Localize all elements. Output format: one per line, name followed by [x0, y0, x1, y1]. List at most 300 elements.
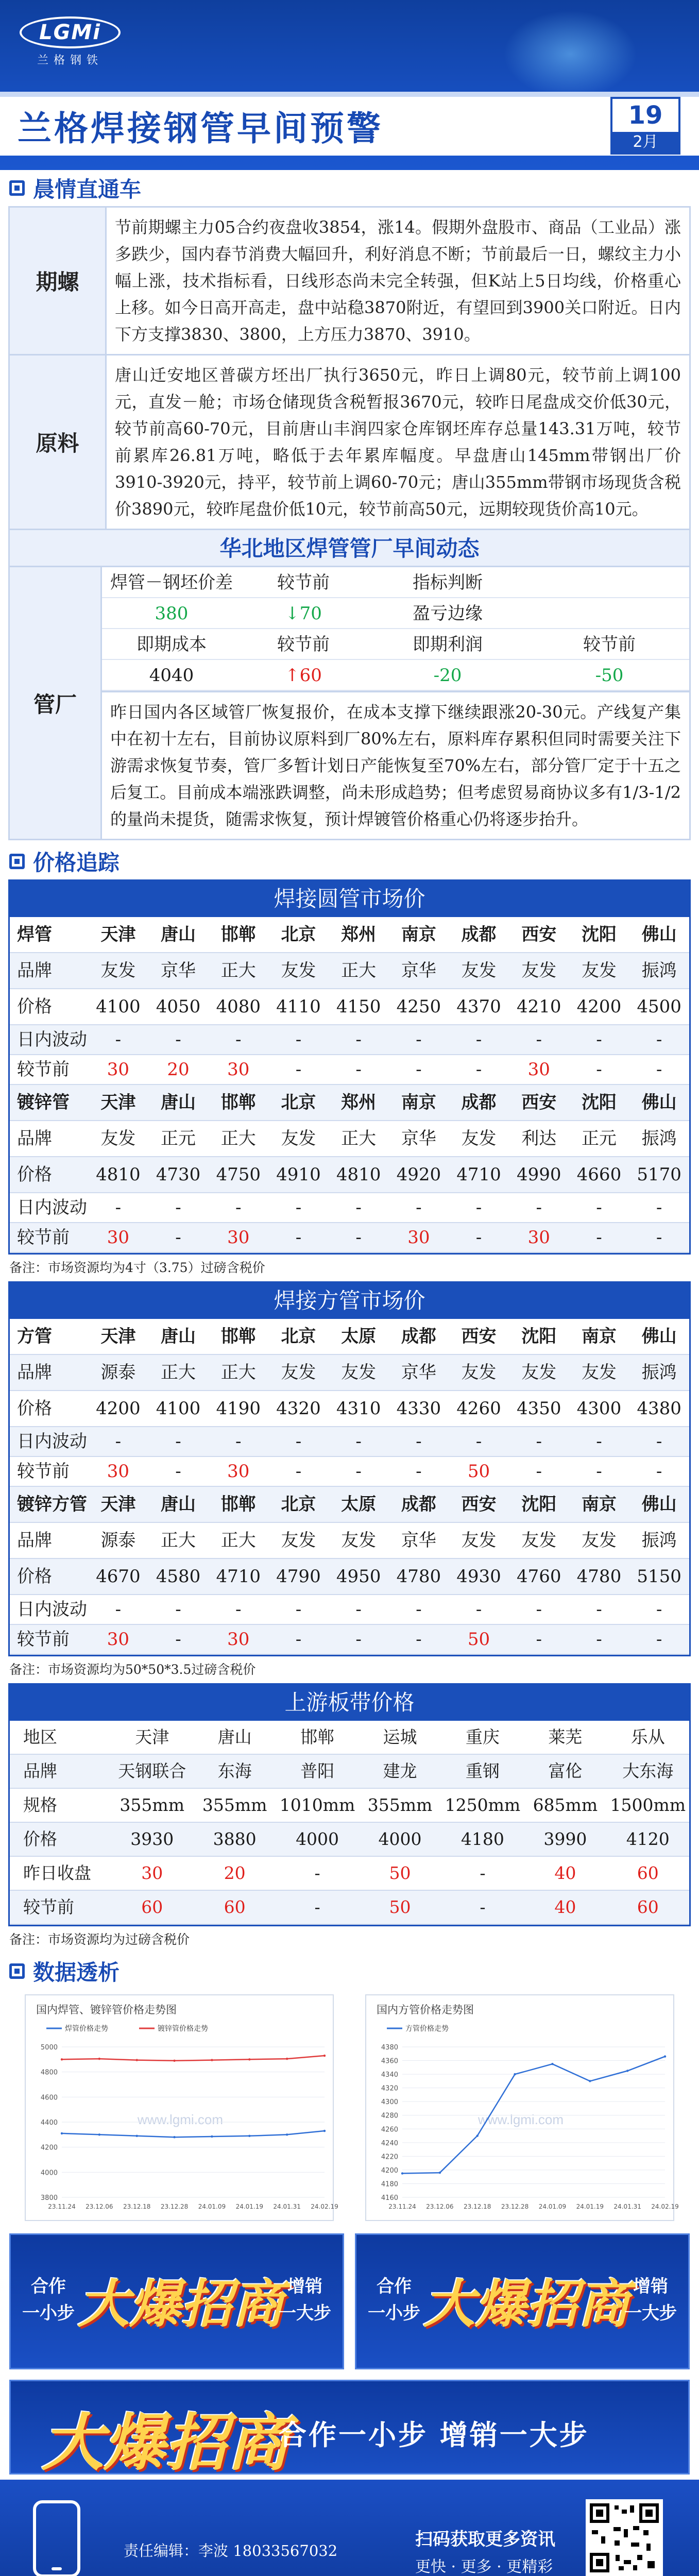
table-cell: 4000	[296, 1829, 339, 1849]
table-cell: 天津	[100, 1494, 136, 1515]
row-label: 品牌	[17, 960, 52, 981]
table-cell: 3930	[130, 1829, 174, 1849]
table-cell: 北京	[281, 1494, 316, 1515]
table-cell: 友发	[281, 960, 316, 981]
table-cell: -	[314, 1897, 320, 1917]
chart-title: 国内焊管、镀锌管价格走势图	[36, 2004, 177, 2016]
banner-side-right: 增销 一大步	[624, 2276, 677, 2324]
morning-row-futures	[10, 208, 689, 355]
table-cell: 4260	[456, 1398, 501, 1419]
footer	[0, 2480, 699, 2576]
table-cell: 佛山	[641, 1092, 677, 1113]
table-row	[10, 1427, 689, 1457]
table-cell: 莱芜	[548, 1727, 583, 1747]
table-cell: 4810	[96, 1164, 141, 1185]
table-title: 焊接圆管市场价	[10, 881, 689, 917]
section-prices-heading	[0, 843, 699, 879]
row-label: 价格	[23, 1829, 57, 1849]
table-cell: -	[596, 1059, 602, 1080]
table-cell: -	[536, 1599, 542, 1620]
table-cell: 4190	[216, 1398, 261, 1419]
data-point	[61, 2132, 63, 2134]
series-line	[62, 2056, 325, 2061]
row-label: 地区	[23, 1727, 57, 1747]
table-cell: -	[416, 1629, 422, 1650]
banner-headline: 大爆招商	[423, 2274, 629, 2334]
banner-side-right: 增销 一大步	[279, 2276, 331, 2324]
table-cell: 50	[467, 1629, 490, 1650]
table-cell: -	[295, 1629, 302, 1650]
section-title: 晨情直通车	[33, 177, 142, 202]
table-cell: 正大	[341, 960, 377, 981]
table-cell: 4760	[516, 1566, 561, 1587]
table-row	[10, 1391, 689, 1427]
y-tick-label: 4400	[40, 2119, 58, 2127]
row-label: 期螺	[10, 208, 107, 354]
section-charts-heading	[0, 1953, 699, 1989]
table-cell: 天津	[100, 924, 136, 945]
factory-indicator-grid	[102, 567, 689, 692]
section-square-icon	[9, 180, 25, 196]
table-row	[10, 1823, 689, 1857]
data-point	[61, 2058, 63, 2060]
table-cell: 友发	[521, 1530, 557, 1551]
y-tick-label: 4240	[381, 2139, 398, 2147]
indicator-value: -20	[366, 660, 530, 691]
table-cell: -	[656, 1227, 662, 1248]
row-label: 日内波动	[17, 1197, 87, 1218]
table-cell: -	[355, 1059, 362, 1080]
table-cell: 4500	[637, 996, 681, 1017]
table-row	[10, 1055, 689, 1085]
table-cell: 太原	[341, 1326, 377, 1347]
data-point	[248, 2058, 250, 2060]
table-cell: 60	[141, 1897, 163, 1917]
table-cell: 友发	[581, 1362, 617, 1383]
x-tick-label: 23.11.24	[48, 2203, 76, 2210]
table-cell: -	[115, 1431, 122, 1452]
table-cell: -	[235, 1599, 242, 1620]
legend-label: 焊管价格走势	[65, 2025, 108, 2033]
table-cell: 4750	[216, 1164, 261, 1185]
y-tick-label: 4360	[381, 2057, 398, 2065]
editor-contact: 责任编辑：李波 18033567032	[124, 2542, 338, 2560]
row-label: 规格	[23, 1795, 57, 1815]
x-tick-label: 23.12.18	[123, 2203, 151, 2210]
table-cell: -	[355, 1629, 362, 1650]
factory-body	[10, 567, 689, 839]
y-tick-label: 4160	[381, 2194, 398, 2202]
banner-slogan: 合作一小步 增销一大步	[279, 2419, 589, 2451]
section-square-icon	[9, 1963, 25, 1979]
table-cell: 北京	[281, 1092, 316, 1113]
data-point	[514, 2073, 516, 2075]
table-cell: 利达	[521, 1128, 557, 1149]
table-cell: 4730	[156, 1164, 201, 1185]
table-cell: -	[115, 1599, 122, 1620]
square-pipe-table	[8, 1281, 691, 1656]
table-cell: 佛山	[641, 924, 677, 945]
ad-banners	[0, 2221, 699, 2479]
table-cell: -	[355, 1029, 362, 1050]
table-cell: 4200	[576, 996, 622, 1017]
indicator-value: 盈亏边缘	[366, 598, 530, 629]
date-month: 2月	[612, 132, 678, 152]
date-badge	[610, 97, 680, 155]
indicator-value: ↑60	[241, 660, 366, 691]
row-label: 日内波动	[17, 1029, 87, 1050]
table-cell: 天津	[100, 1326, 136, 1347]
table-row	[10, 1789, 689, 1823]
table-cell: 正大	[161, 1530, 196, 1551]
table-cell: 友发	[581, 960, 617, 981]
table-cell: 西安	[521, 924, 557, 945]
table-cell: 5150	[637, 1566, 681, 1587]
y-tick-label: 4200	[40, 2144, 58, 2152]
table-cell: -	[480, 1863, 486, 1883]
table-cell: -	[596, 1599, 602, 1620]
x-tick-label: 24.02.19	[651, 2203, 679, 2210]
table-cell: 京华	[401, 1530, 436, 1551]
data-point	[664, 2055, 666, 2057]
x-tick-label: 24.01.09	[198, 2203, 226, 2210]
table-cell: -	[475, 1431, 482, 1452]
table-cell: 4250	[396, 996, 441, 1017]
table-cell: -	[295, 1431, 302, 1452]
table-cell: -	[235, 1197, 242, 1218]
table-cell: 355mm	[367, 1795, 433, 1815]
qr-code-icon	[590, 2503, 659, 2572]
y-tick-label: 5000	[40, 2044, 58, 2052]
table-cell: -	[596, 1461, 602, 1482]
table-cell: 成都	[461, 1092, 497, 1113]
table-cell: 20	[224, 1863, 246, 1883]
data-point	[136, 2135, 138, 2137]
indicator-value: 4040	[102, 660, 241, 691]
table-cell: 4050	[156, 996, 201, 1017]
table-cell: -	[175, 1461, 181, 1482]
table-cell: 正大	[220, 1530, 256, 1551]
y-tick-label: 4320	[381, 2084, 398, 2093]
table-cell: -	[536, 1461, 542, 1482]
row-label: 昨日收盘	[23, 1863, 91, 1883]
table-cell: 唐山	[217, 1727, 252, 1747]
factory-title: 华北地区焊管管厂早间动态	[10, 530, 689, 567]
data-point	[248, 2135, 250, 2137]
table-cell: 友发	[281, 1362, 316, 1383]
table-cell: 友发	[521, 1362, 557, 1383]
data-point	[173, 2136, 175, 2138]
y-tick-label: 4000	[40, 2169, 58, 2177]
section-title: 数据透析	[33, 1960, 120, 1985]
charts-row	[0, 1989, 699, 2221]
table-cell: 京华	[161, 960, 196, 981]
table-cell: -	[596, 1629, 602, 1650]
table-cell: -	[295, 1197, 302, 1218]
row-text: 节前期螺主力05合约夜盘收3854，涨14。假期外盘股市、商品（工业品）涨多跌少，国内春节消费大幅回升，利好消息不断；节前最后一日，螺纹主力小幅上涨，技术指标看，日线形态尚未完全转强，但K站上5日均线，价格重心上移。如今日高开高走，盘中站稳3870附近，有望回到3900关口附近。日内下方支撑3830、3800，上方压力3870、3910。	[115, 217, 681, 344]
table-cell: 4100	[156, 1398, 201, 1419]
table-row	[10, 1457, 689, 1487]
table-cell: 正元	[581, 1128, 617, 1149]
table-cell: 沈阳	[581, 1092, 617, 1113]
table-cell: 正元	[161, 1128, 196, 1149]
promo-banner-right[interactable]	[355, 2233, 690, 2369]
table-cell: 4950	[336, 1566, 381, 1587]
table-cell: -	[596, 1197, 602, 1218]
table-cell: 佛山	[641, 1494, 677, 1515]
indicator-cell	[530, 567, 689, 598]
table-cell: 南京	[581, 1326, 617, 1347]
table-cell: -	[656, 1461, 662, 1482]
chart-svg	[26, 1995, 338, 2222]
table-cell: 60	[637, 1863, 659, 1883]
indicator-cell: 焊管－钢坯价差	[102, 567, 241, 598]
table-cell: 太原	[341, 1494, 377, 1515]
x-tick-label: 23.12.28	[160, 2203, 189, 2210]
logo-text: 兰格钢铁	[37, 54, 103, 67]
table-cell: 友发	[281, 1128, 316, 1149]
table-row	[10, 1721, 689, 1755]
data-point	[136, 2059, 138, 2061]
banner-headline: 大爆招商	[78, 2274, 284, 2334]
table-cell: -	[235, 1431, 242, 1452]
x-tick-label: 24.01.19	[576, 2203, 604, 2210]
table-row	[10, 917, 689, 953]
table-cell: -	[416, 1029, 422, 1050]
y-tick-label: 4300	[381, 2098, 398, 2107]
table-cell: 4180	[461, 1829, 504, 1849]
table-row	[10, 1559, 689, 1595]
section-square-icon	[9, 854, 25, 869]
table-cell: 30	[227, 1629, 250, 1650]
table-row	[10, 953, 689, 989]
scan-prompt: 扫码获取更多资讯	[415, 2529, 555, 2550]
table-cell: 4710	[456, 1164, 501, 1185]
table-cell: 4780	[576, 1566, 622, 1587]
logo-mark: LGMi	[20, 16, 121, 48]
table-cell: 4660	[576, 1164, 622, 1185]
factory-content	[102, 567, 689, 839]
table-cell: 20	[167, 1059, 190, 1080]
row-label: 品牌	[23, 1761, 57, 1781]
table-cell: 3990	[543, 1829, 587, 1849]
table-cell: -	[475, 1599, 482, 1620]
table-cell: 4670	[96, 1566, 141, 1587]
title-stripe	[0, 92, 699, 97]
scan-tagline: 更快 · 更多 · 更精彩	[415, 2558, 553, 2576]
x-tick-label: 24.01.09	[538, 2203, 567, 2210]
table-cell: 乐从	[630, 1727, 665, 1747]
table-cell: 振鸿	[641, 1530, 677, 1551]
table-cell: 天钢联合	[118, 1761, 186, 1781]
table-cell: 邯郸	[300, 1727, 335, 1747]
promo-banner-wide[interactable]	[9, 2380, 690, 2479]
table-cell: 大东海	[622, 1761, 674, 1781]
table-cell: -	[536, 1029, 542, 1050]
table-cell: 40	[554, 1863, 576, 1883]
table-cell: -	[175, 1029, 181, 1050]
table-cell: 4120	[626, 1829, 670, 1849]
x-tick-label: 24.01.31	[273, 2203, 301, 2210]
table-cell: -	[475, 1227, 482, 1248]
table-cell: -	[416, 1599, 422, 1620]
table-cell: -	[115, 1197, 122, 1218]
header-decoration	[503, 10, 637, 98]
indicator-cell: 即期利润	[366, 629, 530, 660]
table-cell: -	[416, 1197, 422, 1218]
table-cell: 西安	[461, 1494, 497, 1515]
table-cell: 4370	[456, 996, 501, 1017]
y-tick-label: 4220	[381, 2153, 398, 2161]
x-tick-label: 23.12.18	[463, 2203, 491, 2210]
row-label: 较节前	[23, 1897, 74, 1917]
table-cell: 60	[637, 1897, 659, 1917]
table-cell: -	[416, 1461, 422, 1482]
table-cell: -	[295, 1059, 302, 1080]
table-cell: -	[314, 1863, 320, 1883]
y-tick-label: 4380	[381, 2044, 398, 2052]
table-cell: 友发	[100, 960, 136, 981]
table-cell: -	[295, 1029, 302, 1050]
chart-watermark: www.lgmi.com	[478, 2112, 564, 2127]
table-cell: 4100	[96, 996, 141, 1017]
table-cell: 30	[527, 1227, 550, 1248]
table-cell: -	[596, 1029, 602, 1050]
table-cell: 沈阳	[521, 1326, 557, 1347]
row-label: 方管	[17, 1326, 52, 1347]
table-row	[10, 1355, 689, 1391]
table-cell: -	[175, 1629, 181, 1650]
table-cell: 50	[389, 1863, 411, 1883]
chart-svg	[366, 1995, 679, 2222]
table-row	[10, 1625, 689, 1655]
table-cell: 西安	[521, 1092, 557, 1113]
table-cell: 4300	[576, 1398, 622, 1419]
table-cell: 4790	[276, 1566, 321, 1587]
table-cell: -	[416, 1059, 422, 1080]
table-cell: 友发	[461, 1530, 497, 1551]
y-tick-label: 4600	[40, 2094, 58, 2102]
date-day: 19	[628, 101, 663, 130]
table-cell: -	[656, 1029, 662, 1050]
table-cell: 50	[467, 1461, 490, 1482]
table-cell: 富伦	[548, 1761, 583, 1781]
table-cell: -	[656, 1197, 662, 1218]
data-point	[286, 2058, 288, 2060]
table-cell: -	[475, 1197, 482, 1218]
table-cell: -	[480, 1897, 486, 1917]
section-morning-heading	[0, 170, 699, 206]
table-cell: 4000	[378, 1829, 422, 1849]
table-cell: -	[355, 1599, 362, 1620]
data-point	[211, 2059, 213, 2061]
table-cell: 源泰	[100, 1362, 136, 1383]
x-tick-label: 23.11.24	[388, 2203, 416, 2210]
data-point	[173, 2060, 175, 2062]
table-cell: 4350	[516, 1398, 561, 1419]
table-cell: 正大	[161, 1362, 196, 1383]
row-label: 价格	[17, 1566, 52, 1587]
table-cell: 邯郸	[220, 924, 256, 945]
table-cell: -	[596, 1431, 602, 1452]
table-cell: 郑州	[341, 924, 377, 945]
title-bar	[0, 92, 699, 156]
table-row	[10, 1157, 689, 1193]
table-cell: 4320	[276, 1398, 321, 1419]
table-cell: 30	[141, 1863, 163, 1883]
table-cell: 南京	[401, 924, 436, 945]
table-cell: 郑州	[341, 1092, 377, 1113]
table-cell: 1500mm	[610, 1795, 686, 1815]
data-point	[98, 2058, 100, 2060]
table-cell: 4580	[156, 1566, 201, 1587]
table-cell: 友发	[100, 1128, 136, 1149]
table-cell: -	[656, 1629, 662, 1650]
square-pipe-price-chart	[365, 1994, 679, 2221]
table-cell: -	[656, 1599, 662, 1620]
table-cell: -	[656, 1431, 662, 1452]
row-label: 镀锌方管	[17, 1494, 87, 1515]
table-cell: 4080	[216, 996, 261, 1017]
table-row	[10, 1223, 689, 1253]
brand-logo	[20, 16, 121, 66]
table-cell: 友发	[581, 1530, 617, 1551]
row-label: 较节前	[17, 1227, 70, 1248]
table-row	[10, 1319, 689, 1355]
indicator-value: -50	[530, 660, 689, 691]
banner-side-left: 合作 一小步	[368, 2276, 420, 2324]
chart-watermark: www.lgmi.com	[137, 2112, 224, 2127]
table-cell: 邯郸	[220, 1494, 256, 1515]
table-cell: 355mm	[120, 1795, 184, 1815]
table-cell: 30	[107, 1227, 129, 1248]
table-cell: 友发	[521, 960, 557, 981]
row-label: 价格	[17, 996, 52, 1017]
table-cell: 南京	[581, 1494, 617, 1515]
strip-table	[8, 1683, 691, 1926]
table-cell: 振鸿	[641, 1128, 677, 1149]
table-cell: 30	[107, 1059, 129, 1080]
table-cell: -	[596, 1227, 602, 1248]
table-cell: 运城	[383, 1727, 417, 1747]
y-tick-label: 4340	[381, 2071, 398, 2079]
table-cell: 正大	[220, 1362, 256, 1383]
table-cell: 30	[107, 1461, 129, 1482]
table-cell: 沈阳	[581, 924, 617, 945]
qr-code[interactable]	[586, 2499, 663, 2576]
banner-side-left: 合作 一小步	[22, 2276, 75, 2324]
table-cell: 友发	[341, 1530, 377, 1551]
table-cell: 振鸿	[641, 1362, 677, 1383]
data-point	[589, 2080, 591, 2082]
table-cell: 4330	[396, 1398, 441, 1419]
row-label: 较节前	[17, 1629, 70, 1650]
table-cell: -	[235, 1029, 242, 1050]
promo-banner-left[interactable]	[9, 2233, 344, 2369]
row-label: 较节前	[17, 1461, 70, 1482]
legend-label: 镀锌管价格走势	[158, 2025, 208, 2033]
factory-block	[10, 530, 689, 839]
table-cell: 京华	[401, 960, 436, 981]
table-cell: 重庆	[465, 1727, 500, 1747]
table-cell: -	[475, 1029, 482, 1050]
table-cell: 天津	[135, 1727, 169, 1747]
table-cell: -	[536, 1431, 542, 1452]
banner-row	[9, 2233, 690, 2369]
table-row	[10, 1193, 689, 1223]
row-label: 焊管	[17, 924, 52, 945]
table-cell: -	[355, 1197, 362, 1218]
